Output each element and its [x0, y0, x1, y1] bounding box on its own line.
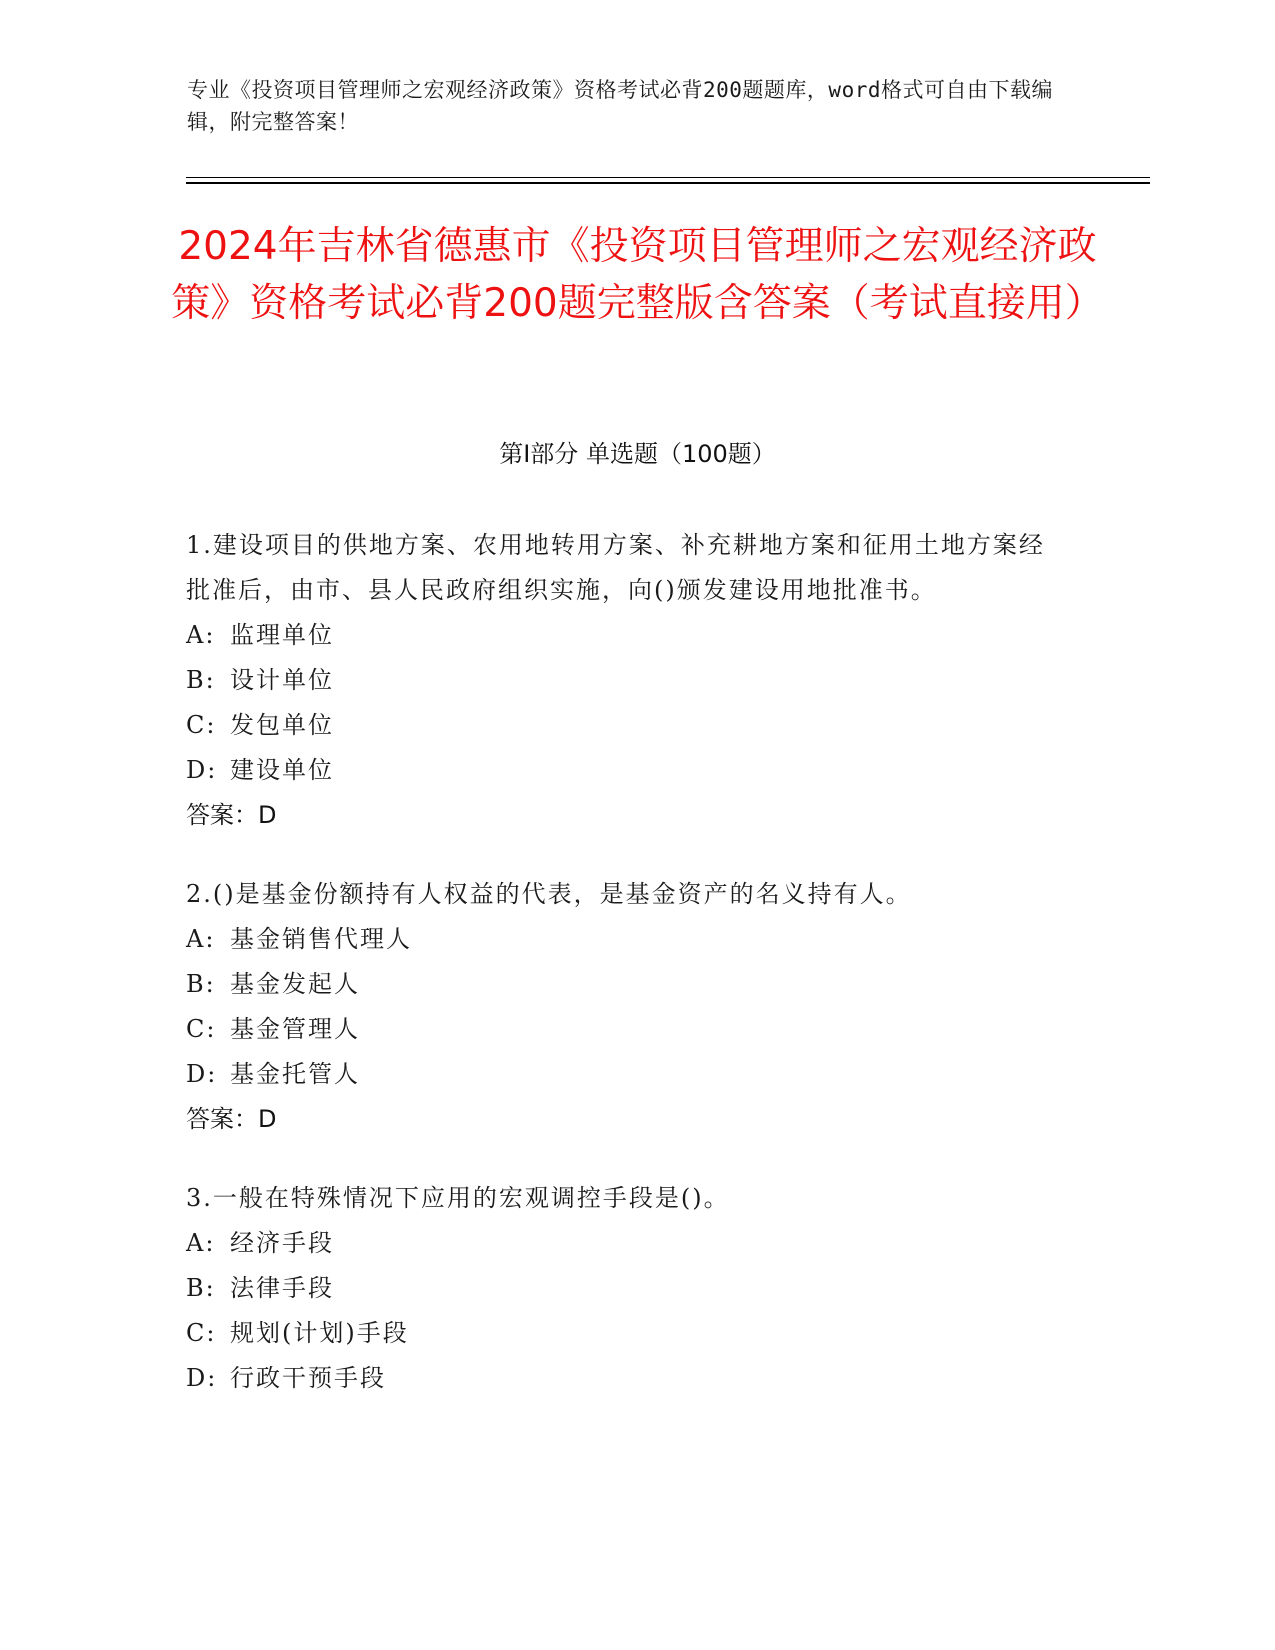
- option-text: 设计单位: [230, 666, 334, 694]
- option-text: 基金销售代理人: [230, 925, 412, 953]
- option-letter: B:: [186, 666, 216, 694]
- option-d: [186, 1356, 1066, 1401]
- option-text: 法律手段: [230, 1274, 334, 1302]
- option-letter: A:: [186, 925, 216, 953]
- option-letter: C:: [186, 711, 217, 739]
- answer-line: 答案：D: [186, 1105, 277, 1133]
- option-a: [186, 917, 1066, 962]
- option-d: [186, 1052, 1066, 1097]
- question-stem: 2.()是基金份额持有人权益的代表，是基金资产的名义持有人。: [186, 880, 912, 908]
- option-c: [186, 703, 1066, 748]
- section-title: 第I部分 单选题（100题）: [499, 440, 776, 468]
- option-letter: B:: [186, 1274, 216, 1302]
- option-b: [186, 658, 1066, 703]
- option-text: 监理单位: [230, 621, 334, 649]
- option-text: 规划(计划)手段: [230, 1319, 409, 1347]
- option-letter: A:: [186, 1229, 216, 1257]
- header-divider-thin: [186, 177, 1150, 178]
- option-text: 基金发起人: [230, 970, 360, 998]
- option-text: 基金管理人: [230, 1015, 360, 1043]
- option-letter: A:: [186, 621, 216, 649]
- question-2: [186, 872, 1066, 1142]
- question-3: [186, 1176, 1066, 1401]
- header-note: 专业《投资项目管理师之宏观经济政策》资格考试必背200题题库，word格式可自由下载编辑，附完整答案！: [187, 78, 1053, 134]
- option-a: [186, 613, 1066, 658]
- option-text: 建设单位: [230, 756, 334, 784]
- option-letter: D:: [186, 1364, 218, 1392]
- option-c: [186, 1007, 1066, 1052]
- option-letter: B:: [186, 970, 216, 998]
- option-b: [186, 962, 1066, 1007]
- document-title: 2024年吉林省德惠市《投资项目管理师之宏观经济政策》资格考试必背200题完整版含答案（考试直接用）: [171, 224, 1104, 326]
- option-text: 经济手段: [230, 1229, 334, 1257]
- option-letter: C:: [186, 1319, 217, 1347]
- question-1: [186, 523, 1066, 838]
- option-d: [186, 748, 1066, 793]
- option-letter: D:: [186, 756, 218, 784]
- option-c: [186, 1311, 1066, 1356]
- option-text: 发包单位: [230, 711, 334, 739]
- option-letter: D:: [186, 1060, 218, 1088]
- option-a: [186, 1221, 1066, 1266]
- option-letter: C:: [186, 1015, 217, 1043]
- option-b: [186, 1266, 1066, 1311]
- answer-line: 答案：D: [186, 801, 277, 829]
- option-text: 基金托管人: [230, 1060, 360, 1088]
- question-list: [186, 523, 1066, 1435]
- question-stem: 1.建设项目的供地方案、农用地转用方案、补充耕地方案和征用土地方案经批准后，由市、县人民政府组织实施，向()颁发建设用地批准书。: [186, 531, 1045, 604]
- header-divider-thick: [186, 182, 1150, 184]
- question-stem: 3.一般在特殊情况下应用的宏观调控手段是()。: [186, 1184, 730, 1212]
- option-text: 行政干预手段: [230, 1364, 386, 1392]
